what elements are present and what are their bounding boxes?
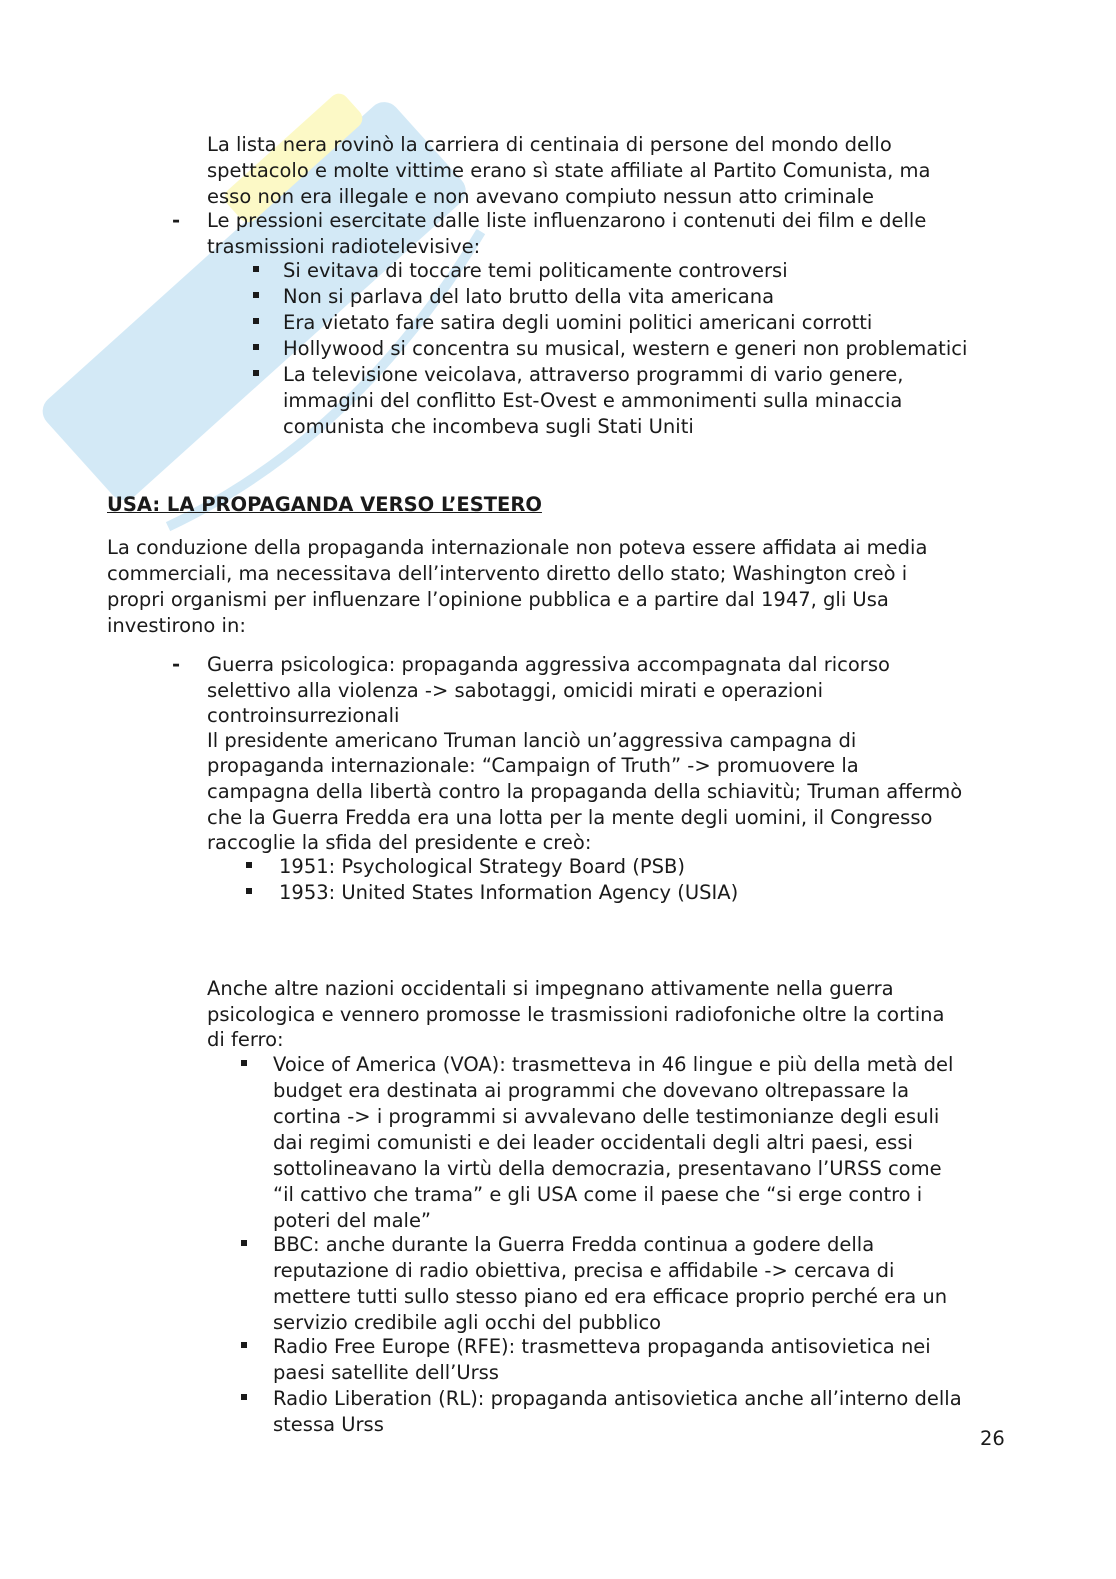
radio-item: Radio Free Europe (RFE): trasmetteva propaganda antisovietica nei <box>273 1335 931 1358</box>
others-line: Anche altre nazioni occidentali si impegnano attivamente nella guerra <box>207 977 894 1000</box>
pressure-item: Era vietato fare satira degli uomini politici americani corrotti <box>283 311 873 334</box>
radio-item-continued: paesi satellite dell’Urss <box>273 1361 499 1384</box>
radio-item-continued: dai regimi comunisti e dei leader occidentali degli altri paesi, essi <box>273 1131 913 1154</box>
radio-item-continued: reputazione di radio obiettiva, precisa e affidabile -> cercava di <box>273 1259 895 1282</box>
agency-item: 1953: United States Information Agency (USIA) <box>279 881 739 904</box>
radio-item: Radio Liberation (RL): propaganda antisovietica anche all’interno della <box>273 1387 962 1410</box>
others-line: di ferro: <box>207 1028 284 1051</box>
pressure-item: Hollywood si concentra su musical, western e generi non problematici <box>283 337 968 360</box>
radio-item-continued: “il cattivo che trama” e gli USA come il paese che “si erge contro i <box>273 1183 923 1206</box>
radio-item-continued: budget era destinata ai programmi che dovevano oltrepassare la <box>273 1079 910 1102</box>
pressure-item: Si evitava di toccare temi politicamente controversi <box>283 259 788 282</box>
intro-line: La lista nera rovinò la carriera di centinaia di persone del mondo dello <box>207 133 892 156</box>
page-number: 26 <box>980 1427 1005 1450</box>
radio-item-continued: mettere tutti sullo stesso piano ed era efficace proprio perché era un <box>273 1285 948 1308</box>
agency-item: 1951: Psychological Strategy Board (PSB) <box>279 855 685 878</box>
section-paragraph-line: investirono in: <box>107 614 246 637</box>
psywar-line: selettivo alla violenza -> sabotaggi, omicidi mirati e operazioni <box>207 679 824 702</box>
square-bullet-icon <box>253 292 259 298</box>
pressure-item-continued: immagini del conflitto Est-Ovest e ammonimenti sulla minaccia <box>283 389 903 412</box>
psywar-line: propaganda internazionale: “Campaign of Truth” -> promuovere la <box>207 754 859 777</box>
section-paragraph-line: La conduzione della propaganda internazionale non poteva essere affidata ai media <box>107 536 928 559</box>
psywar-line: Il presidente americano Truman lanciò un’aggressiva campagna di <box>207 729 857 752</box>
square-bullet-icon <box>253 318 259 324</box>
section-heading: USA: LA PROPAGANDA VERSO L’ESTERO <box>107 493 542 516</box>
pressures-line: trasmissioni radiotelevisive: <box>207 235 481 258</box>
radio-item-continued: poteri del male” <box>273 1209 432 1232</box>
square-bullet-icon <box>241 1394 247 1400</box>
radio-item-continued: sottolineavano la virtù della democrazia, presentavano l’URSS come <box>273 1157 942 1180</box>
radio-item-continued: stessa Urss <box>273 1413 384 1436</box>
radio-item-continued: servizio credibile agli occhi del pubblico <box>273 1311 662 1334</box>
square-bullet-icon <box>246 862 252 868</box>
intro-line: spettacolo e molte vittime erano sì state affiliate al Partito Comunista, ma <box>207 159 931 182</box>
section-paragraph-line: propri organismi per influenzare l’opinione pubblica e a partire dal 1947, gli Usa <box>107 588 889 611</box>
intro-line: esso non era illegale e non avevano compiuto nessun atto criminale <box>207 185 874 208</box>
pressures-line: Le pressioni esercitate dalle liste influenzarono i contenuti dei film e delle <box>207 209 927 232</box>
psywar-line: raccoglie la sfida del presidente e creò: <box>207 831 592 854</box>
square-bullet-icon <box>241 1240 247 1246</box>
radio-item-continued: cortina -> i programmi si avvalevano delle testimonianze degli esuli <box>273 1105 940 1128</box>
square-bullet-icon <box>246 888 252 894</box>
pressure-item: Non si parlava del lato brutto della vita americana <box>283 285 775 308</box>
psywar-line: Guerra psicologica: propaganda aggressiva accompagnata dal ricorso <box>207 653 890 676</box>
psywar-line: controinsurrezionali <box>207 704 400 727</box>
pressure-item-continued: comunista che incombeva sugli Stati Uniti <box>283 415 694 438</box>
dash-bullet: - <box>172 653 181 676</box>
psywar-line: campagna della libertà contro la propaganda della schiavitù; Truman affermò <box>207 780 963 803</box>
square-bullet-icon <box>241 1342 247 1348</box>
psywar-line: che la Guerra Fredda era una lotta per la mente degli uomini, il Congresso <box>207 806 933 829</box>
square-bullet-icon <box>253 370 259 376</box>
radio-item: Voice of America (VOA): trasmetteva in 46 lingue e più della metà del <box>273 1053 954 1076</box>
pressure-item: La televisione veicolava, attraverso programmi di vario genere, <box>283 363 904 386</box>
square-bullet-icon <box>241 1060 247 1066</box>
dash-bullet: - <box>172 209 181 232</box>
square-bullet-icon <box>253 344 259 350</box>
radio-item: BBC: anche durante la Guerra Fredda continua a godere della <box>273 1233 875 1256</box>
section-paragraph-line: commerciali, ma necessitava dell’intervento diretto dello stato; Washington creò i <box>107 562 908 585</box>
square-bullet-icon <box>253 266 259 272</box>
others-line: psicologica e vennero promosse le trasmissioni radiofoniche oltre la cortina <box>207 1003 945 1026</box>
